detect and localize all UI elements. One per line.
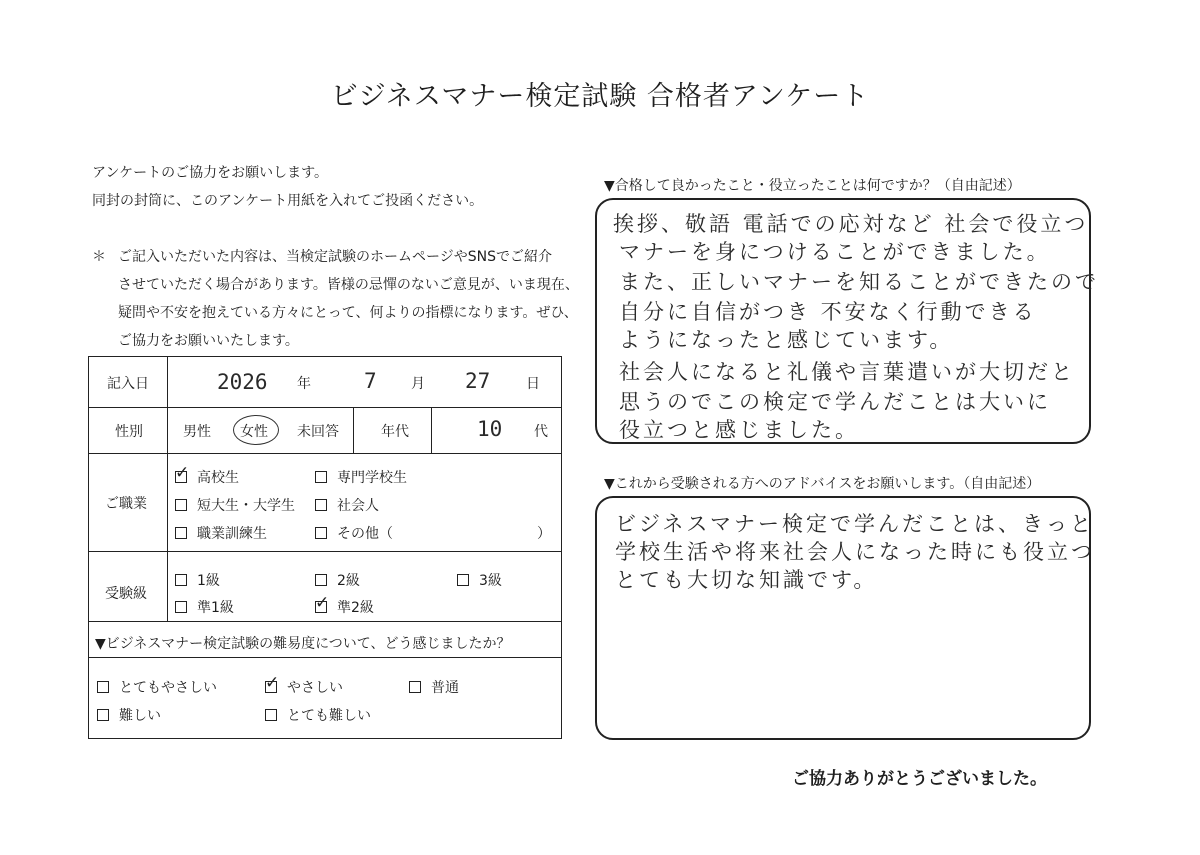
job-label-other: その他（: [337, 526, 393, 542]
q1-answer-line-4: 自分に自信がつき 不安なく行動できる: [619, 300, 1037, 324]
check-mark-icon: ✓: [175, 463, 190, 483]
checkbox[interactable]: [265, 709, 277, 721]
difficulty-option-normal[interactable]: [409, 677, 459, 697]
check-mark-icon: ✓: [265, 673, 280, 693]
grade-option-2[interactable]: [315, 570, 360, 590]
year-unit: 年: [297, 376, 311, 392]
grade-label-pre1: 準1級: [197, 600, 234, 616]
row-divider: [89, 453, 561, 454]
page-title: ビジネスマナー検定試験 合格者アンケート: [330, 81, 870, 112]
question-2-answer-box[interactable]: [595, 496, 1095, 740]
job-label-vocational: 専門学校生: [337, 470, 407, 486]
checkbox[interactable]: [315, 574, 327, 586]
date-day[interactable]: 27: [465, 369, 491, 393]
date-month[interactable]: 7: [364, 369, 377, 393]
grade-label-1: 1級: [197, 573, 220, 589]
row-divider: [89, 407, 561, 408]
question-1-label: ▼合格して良かったこと・役立ったことは何ですか？（自由記述）: [604, 178, 1021, 194]
difficulty-option-hard[interactable]: [97, 705, 161, 725]
job-other-close-paren: ）: [537, 526, 551, 542]
checkbox[interactable]: [315, 527, 327, 539]
row-divider: [89, 621, 561, 622]
job-option-college[interactable]: [175, 495, 295, 515]
difficulty-question: ▼ビジネスマナー検定試験の難易度について、どう感じましたか？: [95, 636, 511, 652]
intro-line-2: 同封の封筒に、このアンケート用紙を入れてご投函ください。: [92, 193, 484, 209]
job-option-vocational[interactable]: [315, 467, 407, 487]
difficulty-label-very-easy: とてもやさしい: [119, 680, 217, 696]
check-mark-icon: ✓: [315, 593, 330, 613]
difficulty-label-hard: 難しい: [119, 708, 161, 724]
grade-option-pre2[interactable]: [315, 593, 374, 617]
gender-option-female[interactable]: 女性: [240, 424, 268, 440]
month-unit: 月: [411, 376, 425, 392]
date-label: 記入日: [107, 376, 149, 392]
grade-option-pre1[interactable]: [175, 597, 234, 617]
grade-label: 受験級: [105, 586, 147, 602]
checkbox-checked[interactable]: [265, 673, 280, 693]
age-unit: 代: [534, 424, 548, 440]
intro-line-1: アンケートのご協力をお願いします。: [92, 165, 329, 181]
difficulty-label-normal: 普通: [431, 680, 459, 696]
date-year[interactable]: 2026: [217, 370, 268, 394]
checkbox[interactable]: [175, 574, 187, 586]
checkbox[interactable]: [457, 574, 469, 586]
difficulty-option-very-hard[interactable]: [265, 705, 371, 725]
col-divider: [431, 407, 432, 453]
checkbox[interactable]: [175, 527, 187, 539]
q1-answer-line-8: 役立つと感じました。: [619, 418, 859, 442]
survey-form: [88, 356, 562, 739]
checkbox-checked[interactable]: [315, 593, 330, 613]
thank-you-message: ご協力ありがとうございました。: [792, 769, 1047, 789]
checkbox[interactable]: [97, 709, 109, 721]
col-divider: [167, 357, 168, 621]
job-label-college: 短大生・大学生: [197, 498, 295, 514]
checkbox[interactable]: [175, 499, 187, 511]
q1-answer-line-5: ようになったと感じています。: [619, 328, 954, 352]
note-line-4: ご協力をお願いいたします。: [118, 333, 299, 349]
q1-answer-line-6: 社会人になると礼儀や言葉遣いが大切だと: [619, 360, 1075, 384]
checkbox[interactable]: [315, 471, 327, 483]
q2-answer-line-2: 学校生活や将来社会人になった時にも役立つ: [615, 540, 1095, 564]
age-value[interactable]: 10: [477, 417, 503, 441]
note-line-3: 疑問や不安を抱えている方々にとって、何よりの指標になります。ぜひ、: [118, 305, 578, 321]
checkbox[interactable]: [97, 681, 109, 693]
difficulty-option-very-easy[interactable]: [97, 677, 217, 697]
col-divider: [353, 407, 354, 453]
gender-option-none[interactable]: 未回答: [297, 424, 339, 440]
note-asterisk: ＊: [92, 249, 106, 265]
job-option-worker[interactable]: [315, 495, 379, 515]
difficulty-label-very-hard: とても難しい: [287, 708, 371, 724]
grade-label-3: 3級: [479, 573, 502, 589]
q1-answer-line-2: マナーを身につけることができました。: [619, 240, 1051, 264]
selected-gender-circle: [233, 415, 279, 445]
grade-option-1[interactable]: [175, 570, 220, 590]
job-option-highschool[interactable]: [175, 463, 239, 487]
job-label: ご職業: [105, 496, 147, 512]
q1-answer-line-3: また、正しいマナーを知ることができたので: [619, 270, 1099, 294]
grade-label-2: 2級: [337, 573, 360, 589]
q1-answer-line-1: 挨拶、敬語 電話での応対など 社会で役立つ: [613, 212, 1089, 236]
checkbox[interactable]: [315, 499, 327, 511]
difficulty-label-easy: やさしい: [287, 680, 343, 696]
job-label-worker: 社会人: [337, 498, 379, 514]
note-line-2: させていただく場合があります。皆様の忌憚のないご意見が、いま現在、: [118, 277, 579, 293]
job-option-trainee[interactable]: [175, 523, 267, 543]
job-label-highschool: 高校生: [197, 470, 239, 486]
gender-label: 性別: [115, 424, 143, 440]
question-1-answer-box[interactable]: [595, 198, 1099, 444]
job-option-other[interactable]: [315, 523, 393, 543]
grade-option-3[interactable]: [457, 570, 502, 590]
checkbox[interactable]: [409, 681, 421, 693]
gender-option-male[interactable]: 男性: [183, 424, 211, 440]
q1-answer-line-7: 思うのでこの検定で学んだことは大いに: [619, 390, 1051, 414]
day-unit: 日: [526, 376, 540, 392]
note-line-1: ご記入いただいた内容は、当検定試験のホームページやSNSでご紹介: [118, 249, 552, 265]
checkbox-checked[interactable]: [175, 463, 190, 483]
difficulty-option-easy[interactable]: [265, 673, 343, 697]
grade-label-pre2: 準2級: [337, 600, 374, 616]
row-divider: [89, 657, 561, 658]
q2-answer-line-3: とても大切な知識です。: [615, 568, 878, 592]
job-label-trainee: 職業訓練生: [197, 526, 267, 542]
checkbox[interactable]: [175, 601, 187, 613]
question-2-label: ▼これから受験される方へのアドバイスをお願いします。（自由記述）: [604, 476, 1041, 492]
row-divider: [89, 551, 561, 552]
age-label: 年代: [381, 424, 409, 440]
q2-answer-line-1: ビジネスマナー検定で学んだことは、きっと: [615, 512, 1094, 536]
